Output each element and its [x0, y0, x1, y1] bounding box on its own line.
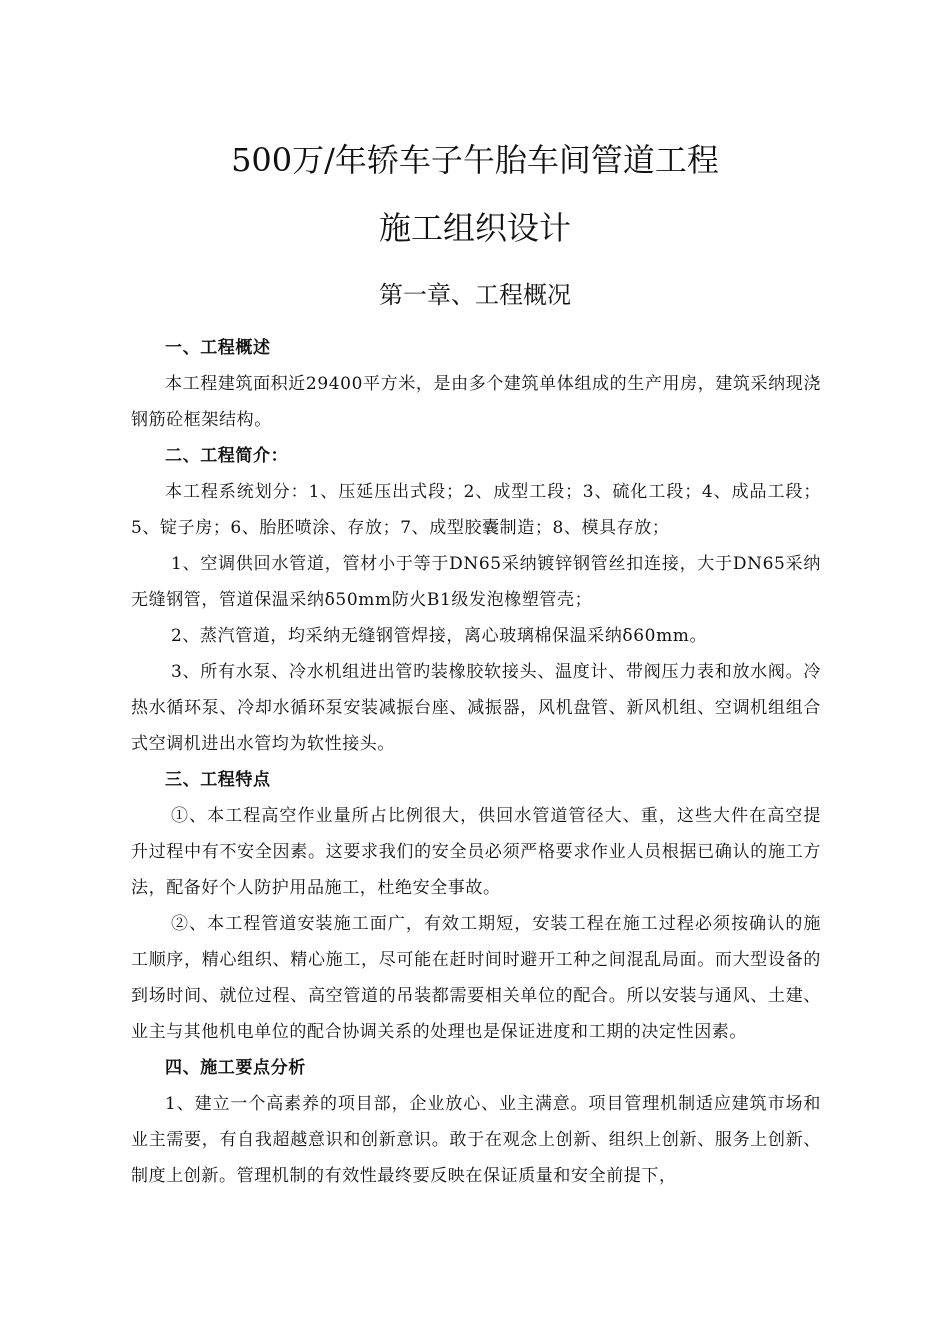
section-heading-key-points: 四、施工要点分析 — [165, 1058, 306, 1078]
paragraph: ②、本工程管道安装施工面广，有效工期短，安装工程在施工过程必须按确认的施工顺序，精心组织、精心施工，尽可能在赶时间时避开工种之间混乱局面。而大型设备的到场时间、就位过程、高空管道的吊装都需要相关单位的配合。所以安装与通风、土建、业主与其他机电单位的配合协调关系的处理也是保证进度和工期的决定性因素。 — [131, 914, 821, 1042]
document-title-line-1: 500万/年轿车子午胎车间管道工程 — [231, 141, 719, 179]
section-heading-features: 三、工程特点 — [165, 770, 271, 790]
paragraph: 3、所有水泵、冷水机组进出管旳装橡胶软接头、温度计、带阀压力表和放水阀。冷热水循环泵、冷却水循环泵安装减振台座、减振器，风机盘管、新风机组、空调机组组合式空调机进出水管均为软性接头。 — [131, 662, 821, 754]
paragraph: 本工程建筑面积近29400平方米，是由多个建筑单体组成的生产用房，建筑采纳现浇钢筋砼框架结构。 — [131, 374, 821, 430]
chapter-heading: 第一章、工程概况 — [379, 281, 571, 309]
paragraph: ①、本工程高空作业量所占比例很大，供回水管道管径大、重，这些大件在高空提升过程中有不安全因素。这要求我们的安全员必须严格要求作业人员根据已确认的施工方法，配备好个人防护用品施工，杜绝安全事故。 — [131, 806, 821, 898]
paragraph: 2、蒸汽管道，均采纳无缝钢管焊接，离心玻璃棉保温采纳δ60mm。 — [171, 626, 708, 646]
paragraph: 1、建立一个高素养的项目部，企业放心、业主满意。项目管理机制适应建筑市场和业主需要，有自我超越意识和创新意识。敢于在观念上创新、组织上创新、服务上创新、制度上创新。管理机制的有效性最终要反映在保证质量和安全前提下， — [131, 1094, 821, 1186]
section-heading-introduction: 二、工程简介： — [165, 446, 289, 466]
paragraph: 1、空调供回水管道，管材小于等于DN65采纳镀锌钢管丝扣连接，大于DN65采纳无缝钢管，管道保温采纳δ50mm防火B1级发泡橡塑管壳； — [131, 554, 821, 610]
document-title-line-2: 施工组织设计 — [378, 209, 571, 247]
section-heading-overview: 一、工程概述 — [165, 338, 271, 358]
paragraph: 本工程系统划分：1、压延压出式段；2、成型工段；3、硫化工段；4、成品工段；5、锭子房；6、胎胚喷涂、存放；7、成型胶囊制造；8、模具存放； — [131, 482, 821, 538]
document-body — [131, 330, 821, 1194]
